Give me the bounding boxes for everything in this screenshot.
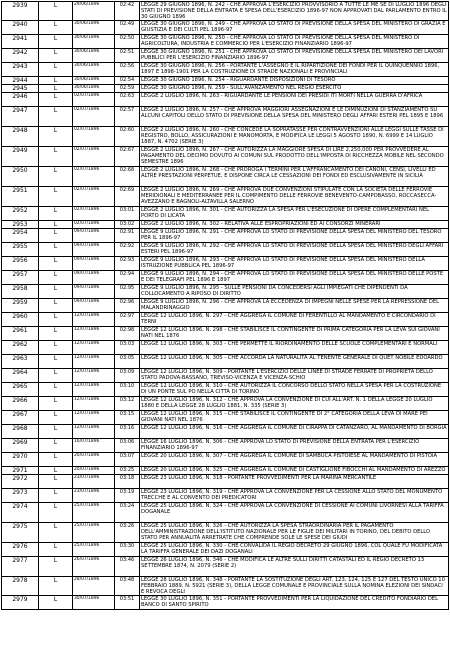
row-description: LEGGE 30 GIUGNO 1896, N. 256 - PORTANTE L'ASSEGNO E IL RIPARTIZIONE DEI FONDI PER IL QUINQUENNIO 1896, 1897 E 1898-1901 PER LA COSTRUZIONE DI STRADE NAZIONALI E PROVINCIALI xyxy=(140,63,449,77)
row-reference: 02:98 xyxy=(115,327,140,341)
row-date: 02/07/1896 xyxy=(73,207,115,221)
table-row xyxy=(2,369,449,383)
row-description: LEGGE 30 GIUGNO 1896, N. 254 - RIGUARDANTE DISPOSIZIONI DI TESORO xyxy=(140,77,449,85)
row-type: L xyxy=(39,411,73,425)
row-date: 12/07/1896 xyxy=(73,383,115,397)
row-date: 09/07/1896 xyxy=(73,229,115,243)
row-description: LEGGE 16 LUGLIO 1896, N. 306 - CHE APPROVA LO STATO DI PREVISIONE DELLA ENTRATA PER L'ESERCIZIO FINANZIARIO 1896-97 xyxy=(140,439,449,453)
row-description: LEGGE 25 LUGLIO 1896, N. 330 - CHE CONVALIDA IL REGIO DECRETO 29 GIUGNO 1896, COL QUALE FU MODIFICATA LA TARIFFA GENERALE DEI DAZI DOGANALI xyxy=(140,542,449,556)
row-reference: 02:49 xyxy=(115,21,140,35)
row-date: 12/07/1896 xyxy=(73,341,115,355)
row-date: 09/07/1896 xyxy=(73,299,115,313)
row-date: 09/07/1896 xyxy=(73,271,115,285)
row-date: 02/07/1896 xyxy=(73,187,115,207)
row-description: LEGGE 12 LUGLIO 1896, N. 312 - CHE APPROVA LA CONVENZIONE DI CUI ALL'ART. N. 1 DELLA LEGGE 20 LUGLIO 1880 E DELLA LEGGE 28 LUGLIO 1881, N. 335 (SERIE 3) xyxy=(140,397,449,411)
row-description: LEGGE 2 LUGLIO 1896, N. 302 - RELATIVA ALLE ESPROPRIAZIONI ED AI CONSORZI MINERARI xyxy=(140,221,449,229)
row-description: LEGGE 9 LUGLIO 1896, N. 291 - CHE APPROVA LO STATO DI PREVISIONE DELLA SPESA DEL MINISTERO DEL TESORO PER IL 1896-97 xyxy=(140,229,449,243)
row-number: 2957 xyxy=(2,271,39,285)
row-description: LEGGE 12 LUGLIO 1896, N. 303 - CHE PERMETTE IL RIORDINAMENTO DELLE SCUOLE COMPLEMENTARI E NORMALI xyxy=(140,341,449,355)
row-number: 2974 xyxy=(2,503,39,523)
row-reference: 03:26 xyxy=(115,523,140,542)
row-type: L xyxy=(39,475,73,489)
table-row xyxy=(2,475,449,489)
row-number: 2946 xyxy=(2,93,39,107)
row-description: LEGGE 12 LUGLIO 1896, N. 310 - CHE AUTORIZZA IL CONCORSO DELLO STATO NELLA SPESA PER LA COSTRUZIONE DI UN PONTE SUL PO NELLA CITTÀ DI TORINO xyxy=(140,383,449,397)
row-number: 2959 xyxy=(2,299,39,313)
row-description: LEGGE 23 LUGLIO 1896, N. 318 - PORTANTE PROVVEDIMENTI PER LA MARINA MERCANTILE xyxy=(140,475,449,489)
row-date: 12/07/1896 xyxy=(73,355,115,369)
row-type: L xyxy=(39,383,73,397)
table-row xyxy=(2,313,449,327)
row-reference: 02:59 xyxy=(115,85,140,93)
row-number: 2963 xyxy=(2,355,39,369)
table-row xyxy=(2,285,449,299)
row-date: 16/07/1896 xyxy=(73,439,115,453)
row-description: LEGGE 12 LUGLIO 1896, N. 298 - CHE STABILISCE IL CONTINGENTE DI PRIMA CATEGORIA PER LA LEVA SUI GIOVANI NATI NEL 1876 xyxy=(140,327,449,341)
row-type: L xyxy=(39,271,73,285)
row-date: 26/07/1896 xyxy=(73,556,115,576)
row-type: L xyxy=(39,221,73,229)
row-description: LEGGE 2 LUGLIO 1896, N. 269 - CHE APPROVA DUE CONVENZIONI STIPULATE CON LA SOCIETÀ DELLE FERROVIE MERIDIONALI E MEDITERRANEE PER IL COMPIMENTO DELLE FERROVIE BENEVENTO-CAMPOBASSO, ROCCASECCA-AVEZZANO E BAGNOLI-ALTAVILLA SALERNO xyxy=(140,187,449,207)
row-number: 2941 xyxy=(2,35,39,49)
table-row xyxy=(2,383,449,397)
row-description: LEGGE 9 LUGLIO 1896, N. 295 - SULLE PENSIONI DA CONCEDERSI AGLI IMPIEGATI CHE DIPENDENTI DA COLLOCAMENTO A RIPOSO DI DIRITTO xyxy=(140,285,449,299)
row-date: 20/07/1896 xyxy=(73,453,115,467)
row-description: LEGGE 30 GIUGNO 1896, N. 251 - CHE APPROVA LO STATO DI PREVISIONE DELLA SPESA DEL MINISTERO DEI LAVORI PUBBLICI PER L'ESERCIZIO FINANZIARIO 1896-97 xyxy=(140,49,449,63)
row-date: 09/07/1896 xyxy=(73,257,115,271)
table-row xyxy=(2,77,449,85)
row-number: 2960 xyxy=(2,313,39,327)
row-reference: 03:09 xyxy=(115,369,140,383)
table-row xyxy=(2,341,449,355)
row-description: LEGGE 25 LUGLIO 1896, N. 324 - CHE APPROVA LA CONVENZIONE DI CESSIONE AI COMUNI LIVORNESI ALLA TARIFFA DOGANALE xyxy=(140,503,449,523)
row-reference: 03:25 xyxy=(115,467,140,475)
row-type: L xyxy=(39,35,73,49)
laws-register-table xyxy=(1,1,449,610)
row-reference: 02:56 xyxy=(115,63,140,77)
table-row xyxy=(2,503,449,523)
row-type: L xyxy=(39,503,73,523)
row-number: 2945 xyxy=(2,85,39,93)
row-reference: 02:54 xyxy=(115,77,140,85)
row-reference: 02:68 xyxy=(115,167,140,187)
row-description: LEGGE 30 GIUGNO 1896, N. 259 - SULL'AVANZAMENTO NEL REGIO ESERCITO xyxy=(140,85,449,93)
table-row xyxy=(2,467,449,475)
row-date: 23/07/1896 xyxy=(73,475,115,489)
row-date: 30/06/1896 xyxy=(73,63,115,77)
row-date: 09/07/1896 xyxy=(73,243,115,257)
table-row xyxy=(2,2,449,21)
table-row xyxy=(2,271,449,285)
row-number: 2967 xyxy=(2,411,39,425)
document-page xyxy=(0,1,450,646)
row-date: 12/07/1896 xyxy=(73,411,115,425)
row-reference: 02:57 xyxy=(115,107,140,127)
row-number: 2962 xyxy=(2,341,39,355)
table-row xyxy=(2,355,449,369)
row-type: L xyxy=(39,77,73,85)
table-row xyxy=(2,489,449,503)
row-type: L xyxy=(39,453,73,467)
row-type: L xyxy=(39,355,73,369)
table-row xyxy=(2,167,449,187)
row-reference: 03:05 xyxy=(115,355,140,369)
table-row xyxy=(2,411,449,425)
row-type: L xyxy=(39,576,73,595)
table-row xyxy=(2,49,449,63)
table-row xyxy=(2,556,449,576)
table-row xyxy=(2,542,449,556)
row-reference: 03:10 xyxy=(115,383,140,397)
row-number: 2979 xyxy=(2,595,39,609)
row-type: L xyxy=(39,93,73,107)
row-type: L xyxy=(39,439,73,453)
row-description: LEGGE 2 LUGLIO 1896, N. 301 - CHE AUTORIZZA LA SPESA PER L'ESECUZIONE DI OPERE COMPLEMENTARI NEL PORTO DI LICATA xyxy=(140,207,449,221)
row-reference: 02:50 xyxy=(115,35,140,49)
row-date: 02/07/1896 xyxy=(73,221,115,229)
row-date: 12/07/1896 xyxy=(73,397,115,411)
table-row xyxy=(2,127,449,147)
row-type: L xyxy=(39,369,73,383)
row-type: L xyxy=(39,127,73,147)
row-date: 25/07/1896 xyxy=(73,523,115,542)
row-description: LEGGE 2 LUGLIO 1896, N. 263 - RIGUARDANTE LE PENSIONI DEI PRESIDI ITI MORTI NELLA GUERRA D'AFRICA xyxy=(140,93,449,107)
row-number: 2971 xyxy=(2,467,39,475)
row-reference: 03:30 xyxy=(115,542,140,556)
table-row xyxy=(2,453,449,467)
row-description: LEGGE 30 GIUGNO 1896, N. 250 - CHE APPROVA LO STATO DI PREVISIONE DELLA SPESA DEL MINISTERO DI AGRICOLTURA, INDUSTRIA E COMMERCIO PER L'ESERCIZIO FINANZIARIO 1896-97 xyxy=(140,35,449,49)
table-row xyxy=(2,107,449,127)
row-reference: 03:18 xyxy=(115,475,140,489)
row-reference: 03:24 xyxy=(115,503,140,523)
row-description: LEGGE 12 LUGLIO 1896, N. 309 - PORTANTE L'ESERCIZIO DELLE LINEE DI STRADE FERRATE DI PROPRIETÀ DELLO STATO PADOVA-BASSANO, TREVISO-VICENZA E VICENZA-SCHIO xyxy=(140,369,449,383)
table-row xyxy=(2,523,449,542)
row-reference: 03:02 xyxy=(115,221,140,229)
table-row xyxy=(2,229,449,243)
row-number: 2969 xyxy=(2,439,39,453)
row-type: L xyxy=(39,595,73,609)
row-date: 12/07/1896 xyxy=(73,425,115,439)
table-row xyxy=(2,187,449,207)
row-type: L xyxy=(39,207,73,221)
laws-register-body xyxy=(2,2,449,610)
row-date: 29/06/1896 xyxy=(73,2,115,21)
table-row xyxy=(2,21,449,35)
row-reference: 02:92 xyxy=(115,243,140,257)
row-description: LEGGE 26 LUGLIO 1896, N. 346 - CHE MODIFICA LE ALTRE SULLI DIRITTI CATASTALI ED IL REGIO DECRETO 13 SETTEMBRE 1874, N. 2079 (SERIE 2) xyxy=(140,556,449,576)
table-row xyxy=(2,35,449,49)
row-number: 2975 xyxy=(2,523,39,542)
row-description: LEGGE 2 LUGLIO 1896, N. 260 - CHE CONCEDE LA SOPRATASSE PER CONTRAVVENZIONI ALLE LEGGI SULLE TASSE DI REGISTRO, BOLLO, ASSICURAZIONI E MANOMORTA, E MODIFICA LE LEGGI 5 AGOSTO 1890, N. 6999 E 14 LUGLIO 1887, N. 4702 (SERIE 3) xyxy=(140,127,449,147)
row-number: 2966 xyxy=(2,397,39,411)
row-description: LEGGE 20 LUGLIO 1896, N. 307 - CHE AGGREGA IL COMUNE DI SAMBUCA PISTOIESE AL MANDAMENTO DI PISTOIA xyxy=(140,453,449,467)
row-reference: 03:48 xyxy=(115,576,140,595)
row-number: 2958 xyxy=(2,285,39,299)
row-type: L xyxy=(39,397,73,411)
row-description: LEGGE 23 LUGLIO 1896, N. 319 - CHE APPROVA LA CONVENZIONE PER LA CESSIONE ALLO STATO DEL MONUMENTO TRECCHE E AL CONVENTO DEI PREDICATORI xyxy=(140,489,449,503)
row-type: L xyxy=(39,243,73,257)
row-description: LEGGE 9 LUGLIO 1896, N. 293 - CHE APPROVA LO STATO DI PREVISIONE DELLA SPESA DEL MINISTERO DELLA ISTRUZIONE PUBBLICA PEL 1896-97 xyxy=(140,257,449,271)
row-description: LEGGE 25 LUGLIO 1896, N. 326 - CHE AUTORIZZA LA SPESA STRAORDINARIA PER IL PAGAMENTO DELL'AMMINISTRAZIONE DELL'ISTITUTO NAZIONALE PER LE FIGLIE DEI MILITARI IN TORINO, DEL DEBITO DELLO STATO PER ANNUALITÀ ARRETRATE CHE COMPRENDE SOLE LE SPESE DEI GIUDI xyxy=(140,523,449,542)
table-row xyxy=(2,85,449,93)
row-type: L xyxy=(39,425,73,439)
table-row xyxy=(2,207,449,221)
row-type: L xyxy=(39,167,73,187)
row-description: LEGGE 9 LUGLIO 1896, N. 292 - CHE APPROVA LO STATO DI PREVISIONE DELLA SPESA DEL MINISTERO DEGLI AFFARI ESTERI PEL 1896-97 xyxy=(140,243,449,257)
row-number: 2970 xyxy=(2,453,39,467)
row-type: L xyxy=(39,341,73,355)
row-type: L xyxy=(39,285,73,299)
row-type: L xyxy=(39,147,73,167)
row-type: L xyxy=(39,107,73,127)
table-row xyxy=(2,439,449,453)
row-number: 2955 xyxy=(2,243,39,257)
row-reference: 03:01 xyxy=(115,207,140,221)
row-type: L xyxy=(39,229,73,243)
row-number: 2940 xyxy=(2,21,39,35)
row-date: 30/06/1896 xyxy=(73,85,115,93)
row-description: LEGGE 28 LUGLIO 1896, N. 348 - PORTANTE LA SOSTITUZIONE DEGLI ART. 123, 124, 125 E 127 DEL TESTO UNICO 10 FEBBRAIO 1889, N. 5921 (SERIE 3), DELLA LEGGE COMUNALE E PROVINCIALE SULLA NOMINA ELEZIONI DEI SINDACI E REVOCA DEGLI xyxy=(140,576,449,595)
row-number: 2947 xyxy=(2,107,39,127)
row-date: 02/07/1896 xyxy=(73,93,115,107)
row-reference: 02:67 xyxy=(115,147,140,167)
row-number: 2944 xyxy=(2,77,39,85)
row-type: L xyxy=(39,299,73,313)
row-number: 2952 xyxy=(2,207,39,221)
row-number: 2977 xyxy=(2,556,39,576)
row-date: 02/07/1896 xyxy=(73,167,115,187)
row-type: L xyxy=(39,489,73,503)
row-description: LEGGE 12 LUGLIO 1896, N. 316 - CHE AGGREGA IL COMUNE DI CIRAPPA DI CATANZARO, AL MANDAMENTO DI BORGIA xyxy=(140,425,449,439)
row-number: 2978 xyxy=(2,576,39,595)
row-date: 02/07/1896 xyxy=(73,147,115,167)
table-row xyxy=(2,221,449,229)
row-description: LEGGE 30 LUGLIO 1896, N. 351 - PORTANTE PROVVEDIMENTI PER LA LIQUIDAZIONE DEL CREDITO FONDIARIO DEL BANCO DI SANTO SPIRITO xyxy=(140,595,449,609)
row-date: 09/07/1896 xyxy=(73,285,115,299)
row-reference: 03:51 xyxy=(115,595,140,609)
row-reference: 03:46 xyxy=(115,556,140,576)
row-date: 30/06/1896 xyxy=(73,49,115,63)
row-date: 30/06/1896 xyxy=(73,35,115,49)
row-number: 2973 xyxy=(2,489,39,503)
row-number: 2949 xyxy=(2,147,39,167)
table-row xyxy=(2,397,449,411)
row-type: L xyxy=(39,2,73,21)
row-description: LEGGE 2 LUGLIO 1896, N. 268 - CHE PROROGA I TERMINI PER L'AFFRANCAMENTO DEI CANONI, CENSI, LIVELLI ED ALTRE PRESTAZIONI PERPETUE, E DISPONE CIRCA LE CESSAZIONI DEI FONDI ED ESCLUSIVAMENTE IN SICILIA xyxy=(140,167,449,187)
row-reference: 02:96 xyxy=(115,299,140,313)
row-date: 02/07/1896 xyxy=(73,127,115,147)
row-type: L xyxy=(39,257,73,271)
row-description: LEGGE 20 LUGLIO 1896, N. 325 - CHE AGGREGA IL COMUNE DI CASTIGLIONE FIBOCCHI AL MANDAMENTO DI AREZZO xyxy=(140,467,449,475)
row-description: LEGGE 30 GIUGNO 1896, N. 249 - CHE APPROVA LO STATO DI PREVISIONE DELLA SPESA DEL MINISTERO DI GRAZIA E GIUSTIZIA E DEI CULTI PEL 1896-97 xyxy=(140,21,449,35)
row-reference: 02:93 xyxy=(115,257,140,271)
row-number: 2943 xyxy=(2,63,39,77)
row-date: 30/06/1896 xyxy=(73,21,115,35)
row-number: 2951 xyxy=(2,187,39,207)
row-date: 23/07/1896 xyxy=(73,489,115,503)
row-number: 2965 xyxy=(2,383,39,397)
row-description: LEGGE 2 LUGLIO 1896, N. 257 - CHE APPROVA MAGGIORI ASSEGNAZIONI E LE DIMINUZIONI DI STANZIAMENTO SU ALCUNI CAPITOLI DELLO STATO DI PREVISIONE DELLA SPESA DEL MINISTERO DEGLI AFFARI ESTERI PEL 1895 E 1896 xyxy=(140,107,449,127)
row-number: 2972 xyxy=(2,475,39,489)
row-reference: 02:97 xyxy=(115,313,140,327)
row-type: L xyxy=(39,523,73,542)
row-number: 2953 xyxy=(2,221,39,229)
row-reference: 03:12 xyxy=(115,397,140,411)
row-reference: 03:16 xyxy=(115,425,140,439)
row-number: 2961 xyxy=(2,327,39,341)
row-description: LEGGE 12 LUGLIO 1896, N. 297 - CHE AGGREGA IL COMUNE DI FERENTILLO AL MANDAMENTO E CIRCONDARIO DI TERNI xyxy=(140,313,449,327)
row-date: 30/07/1896 xyxy=(73,595,115,609)
row-date: 12/07/1896 xyxy=(73,369,115,383)
row-reference: 02:69 xyxy=(115,187,140,207)
row-reference: 03:07 xyxy=(115,453,140,467)
row-date: 25/07/1896 xyxy=(73,542,115,556)
row-number: 2954 xyxy=(2,229,39,243)
row-number: 2956 xyxy=(2,257,39,271)
table-row xyxy=(2,257,449,271)
table-row xyxy=(2,147,449,167)
row-number: 2976 xyxy=(2,542,39,556)
row-description: LEGGE 9 LUGLIO 1896, N. 296 - CHE APPROVA LA ECCEDENZA DI IMPEGNI NELLE SPESE PER LA REPRESSIONE DEL MALANDRINAGGIO xyxy=(140,299,449,313)
row-description: LEGGE 29 GIUGNO 1896, N. 242 - CHE APPROVA L'ESERCIZIO PROVVISORIO A TUTTE LE ME SE DI LUGLIO 1896 DEGLI STATI DI PREVISIONE DELLA ENTRATA E SPESA DELL'ESERCIZIO 1896-97 NON APPROVATI DAL PARLAMENTO ENTRO IL 30 GIUGNO 1896 xyxy=(141,2,447,21)
row-reference: 02:63 xyxy=(115,93,140,107)
row-reference: 02:60 xyxy=(115,127,140,147)
row-reference: 02:42 xyxy=(115,2,140,21)
row-type: L xyxy=(39,327,73,341)
table-row xyxy=(2,576,449,595)
row-date: 12/07/1896 xyxy=(73,313,115,327)
row-number: 2942 xyxy=(2,49,39,63)
row-type: L xyxy=(39,313,73,327)
row-description: LEGGE 2 LUGLIO 1896, N. 267 - CHE AUTORIZZA LA MAGGIORE SPESA DI LIRE 2,250,000 PER PROVVEDERE AL PAGAMENTO DEL DECIMO DOVUTO AI COMUNI SUL PRODOTTO DELL'IMPOSTA DI RICCHEZZA MOBILE NEL SECONDO SEMESTRE 1896 xyxy=(140,147,449,167)
row-type: L xyxy=(39,467,73,475)
row-date: 25/07/1896 xyxy=(73,503,115,523)
row-reference: 03:19 xyxy=(115,489,140,503)
row-type: L xyxy=(39,85,73,93)
row-type: L xyxy=(39,49,73,63)
row-date: 02/07/1896 xyxy=(73,107,115,127)
row-reference: 03:15 xyxy=(115,411,140,425)
row-reference: 02:95 xyxy=(115,285,140,299)
row-date: 12/07/1896 xyxy=(73,327,115,341)
row-reference: 02:94 xyxy=(115,271,140,285)
row-number: 2939 xyxy=(2,2,39,21)
row-number: 2948 xyxy=(2,127,39,147)
row-type: L xyxy=(39,187,73,207)
row-number: 2968 xyxy=(2,425,39,439)
table-row xyxy=(2,243,449,257)
row-type: L xyxy=(39,542,73,556)
row-date: 30/06/1896 xyxy=(73,77,115,85)
table-row xyxy=(2,299,449,313)
row-type: L xyxy=(39,556,73,576)
row-reference: 03:03 xyxy=(115,341,140,355)
row-number: 2964 xyxy=(2,369,39,383)
row-date: 28/07/1896 xyxy=(73,576,115,595)
table-row xyxy=(2,425,449,439)
row-reference: 02:91 xyxy=(115,229,140,243)
row-reference: 03:06 xyxy=(115,439,140,453)
row-description: LEGGE 12 LUGLIO 1896, N. 305 - CHE ACCORDA LA NATURALITÀ AL TENENTE GENERALE DI QUET NOBILE EDOARDO xyxy=(140,355,449,369)
row-type: L xyxy=(39,21,73,35)
row-type: L xyxy=(39,63,73,77)
row-number: 2950 xyxy=(2,167,39,187)
table-row xyxy=(2,63,449,77)
row-date: 20/07/1896 xyxy=(73,467,115,475)
row-description: LEGGE 12 LUGLIO 1896, N. 315 - CHE STABILISCE IL CONTINGENTE DI 2° CATEGORIA DELLA LEVA DI MARE PEI GIOVANI NATI NEL 1876 xyxy=(140,411,449,425)
table-row xyxy=(2,327,449,341)
table-row xyxy=(2,595,449,609)
table-row xyxy=(2,93,449,107)
row-description: LEGGE 9 LUGLIO 1896, N. 294 - CHE APPROVA LO STATO DI PREVISIONE DELLA SPESA DEL MINISTERO DELLE POSTE E DEI TELEGRAFI PEL 1896 E 1897 xyxy=(140,271,449,285)
row-reference: 02:51 xyxy=(115,49,140,63)
